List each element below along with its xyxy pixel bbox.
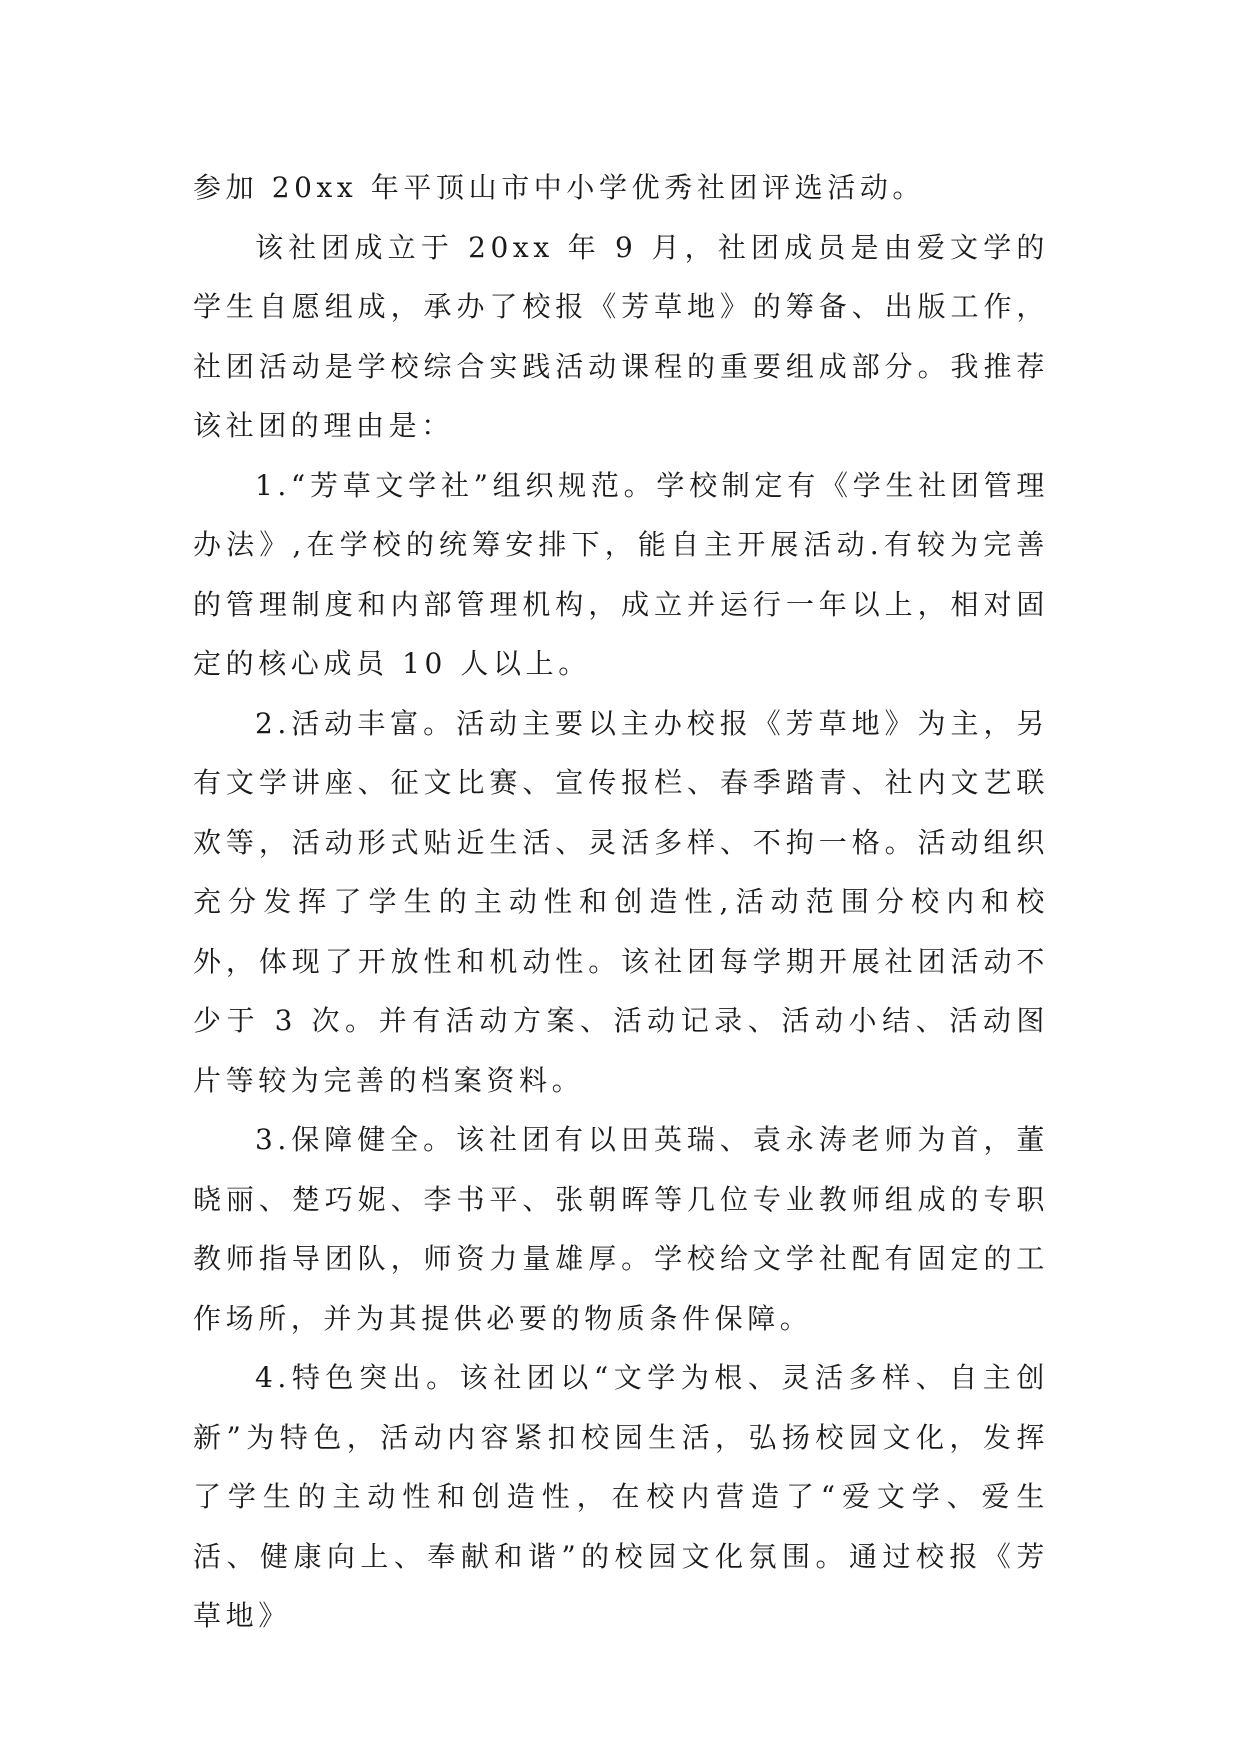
document-body: [193, 158, 1049, 1646]
paragraph-reason-3: 3.保障健全。该社团有以田英瑞、袁永涛老师为首，董晓丽、楚巧妮、李书平、张朝晖等几位专业教师组成的专职教师指导团队，师资力量雄厚。学校给文学社配有固定的工作场所，并为其提供必要的物质条件保障。: [193, 1123, 1049, 1335]
paragraph-reason-4: 4.特色突出。该社团以“文学为根、灵活多样、自主创新”为特色，活动内容紧扣校园生活，弘扬校园文化，发挥了学生的主动性和创造性，在校内营造了“爱文学、爱生活、健康向上、奉献和谐”的校园文化氛围。通过校报《芳草地》: [193, 1361, 1049, 1632]
paragraph-reason-1: 1.“芳草文学社”组织规范。学校制定有《学生社团管理办法》,在学校的统筹安排下，能自主开展活动.有较为完善的管理制度和内部管理机构，成立并运行一年以上，相对固定的核心成员 10 人以上。: [193, 468, 1049, 680]
paragraph-reason-2: 2.活动丰富。活动主要以主办校报《芳草地》为主，另有文学讲座、征文比赛、宣传报栏、春季踏青、社内文艺联欢等，活动形式贴近生活、灵活多样、不拘一格。活动组织充分发挥了学生的主动性和创造性,活动范围分校内和校外，体现了开放性和机动性。该社团每学期开展社团活动不少于 3 次。并有活动方案、活动记录、活动小结、活动图片等较为完善的档案资料。: [193, 706, 1049, 1097]
paragraph-introduction: 该社团成立于 20xx 年 9 月，社团成员是由爱文学的学生自愿组成，承办了校报《芳草地》的筹备、出版工作，社团活动是学校综合实践活动课程的重要组成部分。我推荐该社团的理由是：: [193, 230, 1049, 442]
paragraph-continuation: 参加 20xx 年平顶山市中小学优秀社团评选活动。: [193, 171, 926, 204]
